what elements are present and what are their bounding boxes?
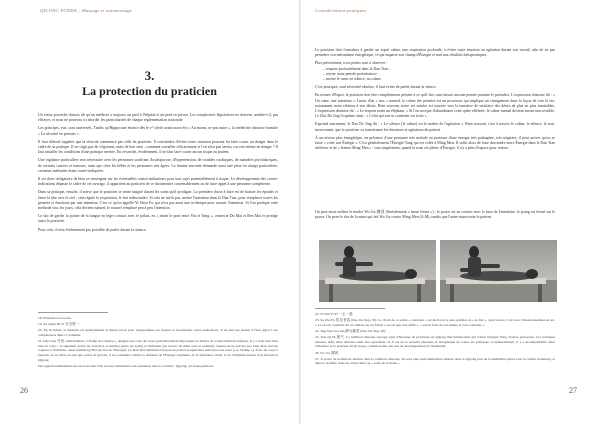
footnote: 25. Xue Qi Di 泄气. La tradition chinoise regorge aussi d'histoires de praticiens en Qigong mal intentionnés qui volent l'énergie Yang d'autres personnes. Ces pratiques existent, mais elles relèvent aussi des regardants car il est de la sécurité physique et énergétique de toutes les pratiques. Continuellement, il y a incompatibilité entre l'intention et la pratique du Qi Gong, condition sine qua non au développement de l'humanité. [315,335,555,349]
footnote-rule [38,312,108,313]
photo-intro-text: On peut aussi utiliser le mudra Wo Gu 握固 (littéralement « tenue ferme ») : le pouce est en contact avec la base de l'annulaire, le poing est fermé sur le pouce. On pose le dos de la main qui fait Wo Gu contre Ming Men (A.M), tandis que l'autre main traite le patient. [315,210,555,220]
paragraph: Plus précisément, trois points sont à observer : [315,61,388,66]
footnote: 19. An Quan Di Yi 安全第一. [38,322,80,327]
paragraph: Les principes, eux, sont universels. Tandis qu'Hippocrate énonce dès le v° siècle avant notre ère « Au moins, ne pas nuire », la médecine chinoise formule « La sécurité en premier ». [38,126,278,136]
footnote: 23. Su Zhe Fu 知足者富 (Dao De Jing, 33). Le choix de ce terme « contenter » est dicté par le sens premier de « se fier », qui n'a rien à voir avec l'abandonnement de soi. « Le savoir contenter dit en chinois est est fallait » savoir que cela suffit », « savoir faire de son mieux et s'en contenter ». [315,318,555,327]
chapter-title: La protection du praticien [82,84,217,98]
footnote: Des approfondissements sur les trois Dan Tian et leurs utilisations sont présentés dans le volume : Qigong, art d'autoguérison. [38,363,214,368]
right-body-text [315,48,555,154]
footnote: 22. Yi Xin Yi Yi 一心一意. [315,312,354,316]
footnote: 24. Jing Wei Zao Jun 静为躁君 (Dao De Jing, 26). [315,328,387,333]
paragraph: En termes d'Esprit, le praticien doit être complètement présent à ce qu'il fait, sans laisser aucune pensée parasite le perturber. L'expression chinoise dit : « Un cœur, une intention ». Lutter d'un « truc » mental, le calme des pensées est un processus qui implique un changement dans la façon de voir la vie, notamment notre relation à nos désirs. Bien souvent, notre vie entière est tournée vers la tentative de satisfaire des désirs de plus en plus insatiables. L'expression chinoise dit : « Le serpent avale un éléphant. » Si l'on accepte d'abandonner cette quête effrénée, le calme mental devient moins inaccessible. Le Dao De Jing l'exprime ainsi : « Celui qui sait se contenter est riche ». [315,93,555,119]
chapter-number: 3. [144,68,155,83]
list-item: – mettre le cœur en silence, au calme. [323,77,382,82]
paragraph: Le fait de garder la pointe de la langue en léger contact avec le palais, en « jetant le pont entre Yin et Yang », connecte Du Mai et Ren Mai et protège aussi le praticien. [38,214,278,224]
paragraph: À un niveau plus énergétique, en présence d'une personne très malade ou porteuse d'une énergie très pathogène, très négative, il peut arriver qu'on se fasse « voler son Énergie ». C'est généralement l'Énergie Yang qui est volée à Ming Men. Il suffit alors de faire descendre notre Énergie dans le Dan Tian inférieur et de « fermer Ming Men » : tout simplement, quand la zone est pleine d'Énergie, il n'y a plus d'espace pour rentrer. [315,135,555,151]
paragraph: Exprimé autrement, le Dao De Jing dit : « Le silence (le calme) est le maître de l'agitation ». Bien souvent, c'est à travers le calme, le silence, le non-mouvement, que le praticien va transformer les émotions et agitations du patient. [315,122,555,132]
paragraph: Une vigilance particulière sera nécessaire avec les personnes souffrant d'ostéoporose, d'hypertension, de troubles cardiaques, de maladies psychiatriques, de certains cancers et tumeurs, ainsi que chez les bébés et les personnes très âgées. La femme enceinte demande aussi une prise en charge particulière, certaines méthodes étant contre-indiquées. [38,158,278,173]
left-page-number: 26 [20,386,28,395]
right-page [301,0,600,424]
paragraph: Il faut d'abord rappeler que la sécurité commence par celle du praticien. Il conviendra d'éviter toute situation pouvant lui faire courir un danger dans le cadre de sa pratique. Il ne s'agit pas de s'égoïsme, mais de bon sens : comment travailler efficacement si l'on n'est pas serein, car eux-même en danger ? Il faut installer les conditions d'une pratique sereine. En revanche, évidemment, il ne faut faire courir aucun risque au patient. [38,139,278,155]
list-item: – respirer profondément dans le Dan Tian ; [323,66,390,71]
photo-illustration [440,240,557,302]
paragraph: Le praticien doit s'entraîner à garder un esprit calme, une respiration profonde, à éviter toute émotion ou agitation durant son travail, afin de ne pas perturber son mécanisme énergétique, ce qui impacte son champ d'Énergie et nuit aux résultats thérapeutiques. [315,48,555,58]
paragraph: Dans sa pratique, ensuite, il arrive que le praticien se sente fatigué durant les soins qu'il prodigue. La première chose à faire est de baisser les épaules et étirer la tête vers le ciel : cela régule la respiration, le fait redescendre. Si cela ne suffit pas, mettre l'intention dans le Dan Tian, pour remplacer toutes les pensées et émotions par une intention. C'est ce qu'on appelle Yi Shou Fa, qui n'est pas aussi une technique pour nourrir l'intention. Si l'on pratique cette méthode tous les jours, cela devient naturel, le naturel remplace peu à peu l'intention. [38,190,278,211]
photo-illustration [319,240,436,302]
paragraph: C'est pourquoi, sauf nécessité absolue, il faut éviter de parler durant la séance. [315,85,437,90]
photo-practitioner-treating-patient-2 [440,240,557,302]
right-footnotes [315,312,555,368]
list-item: – rejeter toute pensée perturbatrice ; [323,71,380,76]
footnote-rule [315,308,385,309]
footnote: 18. Primum non nocere. [38,316,72,320]
photo-practitioner-treating-patient-1 [319,240,436,302]
footnote: 26. Wo Gu 握固. [315,350,339,355]
paragraph: Il est donc obligatoire de bien se renseigner sur les éventuelles contre-indications pour tout sujet potentiellement à risque. Le développement des contre-indications dépasse le cadre de cet ouvrage, il appartient au praticien de se documenter convenablement ou de faire appel à une personne compétente. [38,177,278,187]
footnote: 20. En Occident, le médecin est généralement le mieux placé pour diagnostiquer les risques et éventuelles contre-indications. Il ne faut pas hésiter à faire appel à ses compétences dans ce domaine. [38,328,278,337]
left-body-text [38,113,278,236]
footnote: 21. Dan Tian 丹田, littéralement « Champ de Cinabre », désigne une zone du corps particulièrement importante en termes de transformations internes. Il y a trois Dan Tian dans le corps : le supérieur (entre les sourcils), le médian (entre les seins) et l'inférieur (un travers de main sous le nombril). Quand on ne précise pas, Dan Tian renvoie toujours à l'inférieur, aussi nommé Qi Hai (Océan de l'Énergie). Le Dan Tian inférieur n'est pas un point d'acupuncture mais bien une zone (« le Champ »). Zone du corps à laquelle on se réfère en tant que centre de gravité, il est considéré comme la demeure de l'Énergie originelle, de la Substance vitale, et de l'alchimie interne d'où découle le Qigong. [38,339,278,362]
right-running-head: Considérations pratiques [315,8,367,13]
paragraph: Un vieux proverbe chinois dit qu'un médecin a toujours un pied à l'hôpital et un pied en prison. Les complexités législatives ne doivent, semble-t-il, pas effrayer, et nous ne pouvons ici aborder les particularités de chaque réglementation nationale. [38,113,278,123]
footnote: 27. À écrire de nombreux mudras dans la tradition chinoise. Ils sont plus particulièrement utilisés dans le Qigong issu du bouddhisme (aussi sous la culture indienne), et dans le taoïsme, dans un cadre rituel ou « soins de la main ». [315,356,555,366]
right-page-number: 27 [569,386,577,395]
left-footnotes [38,316,278,370]
left-running-head: QIGONG FONDA – Massage et automassage [40,8,133,13]
left-page [0,0,299,424]
paragraph: Pour cela, il n'est évidemment pas possible de parler durant la séance. [38,227,147,232]
practitioner-photos [319,240,557,302]
